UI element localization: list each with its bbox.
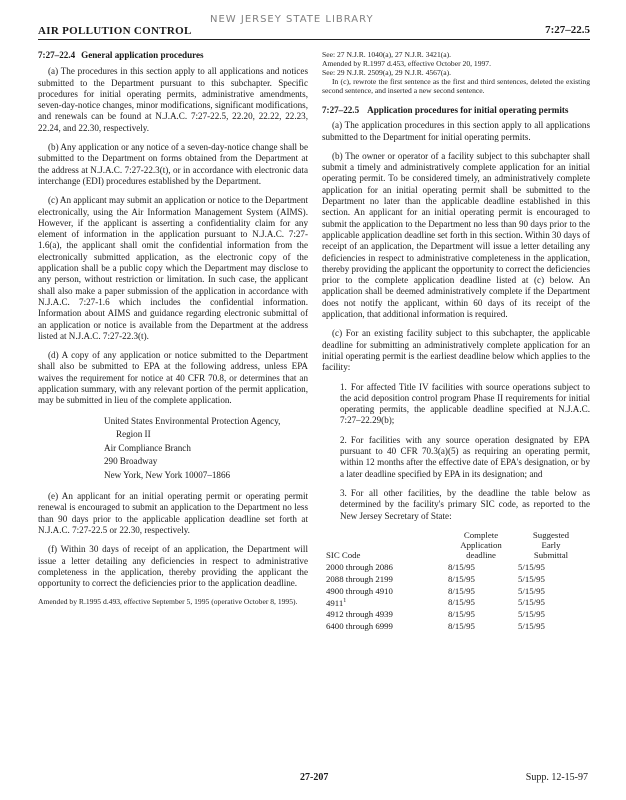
sic-deadline-table: [326, 530, 588, 632]
running-header-section: 7:27–22.5: [545, 24, 590, 36]
deadline-cell: 8/15/95: [448, 585, 475, 596]
early-submittal-cell: 5/15/95: [518, 597, 545, 608]
section-heading-22-5: [322, 105, 590, 116]
paragraph-c: (c) For an existing facility subject to this subchapter, the applicable deadline for submitting an administratively complete application for an initial operating permit is the earliest deadline below which applies to the facility:: [322, 328, 590, 373]
table-row: [326, 619, 588, 631]
deadline-cell: 8/15/95: [448, 573, 475, 584]
sic-code-cell: 6400 through 6999: [326, 621, 393, 632]
section-title: Application procedures for initial operating permits: [367, 105, 569, 115]
amendment-note: Amended by R.1995 d.493, effective September 5, 1995 (operative October 8, 1995).: [38, 597, 298, 607]
history-note: See: 29 N.J.R. 2509(a), 29 N.J.R. 4567(a).: [322, 68, 452, 77]
history-notes: [322, 50, 590, 95]
sic-code-cell: 4912 through 4939: [326, 609, 393, 620]
address-line: 290 Broadway: [104, 456, 158, 467]
running-header-title: AIR POLLUTION CONTROL: [38, 25, 192, 37]
address-line: United States Environmental Protection Agency,: [104, 415, 281, 426]
sic-code-cell: 4911$^1$: [326, 597, 347, 608]
supplement-date: Supp. 12-15-97: [525, 772, 588, 783]
sic-code-cell: 4900 through 4910: [326, 585, 393, 596]
section-number: 7:27–22.4: [38, 50, 76, 60]
history-note: Amended by R.1997 d.453, effective October 20, 1997.: [322, 59, 491, 68]
history-note: See: 27 N.J.R. 1040(a), 27 N.J.R. 3421(a).: [322, 50, 452, 59]
address-line: Air Compliance Branch: [104, 442, 191, 453]
sic-code-cell: 2088 through 2199: [326, 573, 393, 584]
table-row: [326, 607, 588, 619]
left-column: [38, 50, 308, 612]
early-submittal-cell: 5/15/95: [518, 585, 545, 596]
header-rule: [38, 39, 590, 40]
history-note: In (c), rewrote the first sentence as the first and third sentences, deleted the existing second sentence, and inserted a new second sentence.: [322, 77, 590, 95]
paragraph-c: (c) An applicant may submit an application or notice to the Department electronically, using the Air Information Management System (AIMS). However, if the applicant is asserting a confidentiality claim for any element of information in the application pursuant to N.J.A.C. 7:27-1.6(a), the applicant shall omit the confidential information from the electronically submitted application, as the electronic copy of the application shall be a public copy which the Department may disclose to any person, without restriction or limitation. In such case, the applicant shall also make a paper submission of the application in accordance with N.J.A.C. 7:27-1.6 which includes the confidential information. Information about AIMS and guidance regarding electronic submittal of an application or notice is available from the Department at the address listed at N.J.A.C. 7:27-22.3(t).: [38, 195, 308, 341]
list-item: 3. For all other facilities, by the deadline the table below as determined by the facility's primary SIC code, as reported to the New Jersey Secretary of State:: [340, 487, 590, 521]
paragraph-a: (a) The procedures in this section apply to all applications and notices submitted to the Department pursuant to this subchapter. Specific procedures for initial operating permits, administrative amendments, seven-day-notice changes, minor modifications, significant modifications, and renewals can be found at N.J.A.C. 7:27-22.5, 22.20, 22.22, 22.23, 22.24, and 22.30, respectively.: [38, 66, 308, 133]
early-submittal-cell: 5/15/95: [518, 561, 545, 572]
paragraph-b: (b) Any application or any notice of a seven-day-notice change shall be submitted to the Department on forms obtained from the Department at the address at N.J.A.C. 7:27-22.3(t), or in accordance with electronic data interchange (EDI) procedures established by the Department.: [38, 142, 308, 186]
page-number: 27-207: [300, 772, 329, 783]
paragraph-f: (f) Within 30 days of receipt of an application, the Department will issue a letter detailing any deficiencies in respect to administrative completeness in the application, thereby providing the applicant the opportunity to correct the deficiencies prior to the application deadline.: [38, 544, 308, 589]
deadline-cell: 8/15/95: [448, 597, 475, 608]
section-title: General application procedures: [81, 50, 204, 60]
paragraph-a: (a) The application procedures in this section apply to all applications submitted to the Department for initial operating permits.: [322, 120, 590, 142]
address-line: New York, New York 10007–1866: [104, 469, 231, 480]
section-number: 7:27–22.5: [322, 105, 360, 115]
table-row: [326, 572, 588, 584]
col-header-sic: SIC Code: [326, 549, 361, 560]
deadline-cell: 8/15/95: [448, 561, 475, 572]
paragraph-e: (e) An applicant for an initial operating permit or operating permit renewal is encouraged to submit an application to the Department no less than 90 days prior to the applicable application deadline set forth at N.J.A.C. 7:27-22.5 or 22.30, respectively.: [38, 491, 308, 535]
list-item: 2. For facilities with any source operation designated by EPA pursuant to 40 CFR 70.3(a)(5) as requiring an operating permit, within 12 months after the effective date of EPA's designation, or by a later deadline specified by EPA in its designation; and: [340, 434, 590, 479]
col-header-suggested: Suggested Early Submittal: [532, 529, 570, 560]
deadline-cell: 8/15/95: [448, 621, 475, 632]
col-header-complete: Complete Application deadline: [460, 529, 502, 560]
deadline-list: [322, 382, 590, 522]
list-item: 1. For affected Title IV facilities with source operations subject to the acid deposition control program Phase II requirements for initial operating permits, the applicable deadline specified at N.J.A.C. 7:27–22.29(b);: [340, 381, 590, 426]
early-submittal-cell: 5/15/95: [518, 573, 545, 584]
section-heading-22-4: [38, 50, 308, 61]
deadline-cell: 8/15/95: [448, 609, 475, 620]
right-column: [322, 50, 590, 631]
address-line: Region II: [116, 429, 151, 440]
sic-code-cell: 2000 through 2086: [326, 561, 393, 572]
paragraph-d: (d) A copy of any application or notice submitted to the Department shall also be submitted to EPA at the following address, unless EPA waives the requirement for notice at 40 CFR 70.8, or determines that an application summary, with any relevant portion of the permit application, may be submitted in lieu of the complete application.: [38, 350, 308, 406]
library-stamp: NEW JERSEY STATE LIBRARY: [210, 14, 374, 25]
paragraph-b: (b) The owner or operator of a facility subject to this subchapter shall submit a timely and administratively complete application for an initial operating permit. To be considered timely, an administratively complete application for an initial operating permit shall be submitted to the Department no later than the applicable deadline established in this section. An applicant for an initial operating permit is encouraged to submit the application to the Department no less than 90 days prior to the applicable application deadline set forth in this section. Within 30 days of receipt of an application, the Department will issue a letter detailing any deficiencies in respect to administrative completeness in the application, thereby providing the applicant the opportunity to correct the deficiencies prior to the complete application deadline listed at (c) below. An application shall be deemed administratively complete if the Department does not notify the applicant, within 60 days of its receipt of the application, that additional information is required.: [322, 150, 590, 320]
epa-address: [104, 415, 308, 483]
table-row: [326, 596, 588, 608]
table-row: [326, 560, 588, 572]
early-submittal-cell: 5/15/95: [518, 609, 545, 620]
table-row: [326, 584, 588, 596]
early-submittal-cell: 5/15/95: [518, 621, 545, 632]
